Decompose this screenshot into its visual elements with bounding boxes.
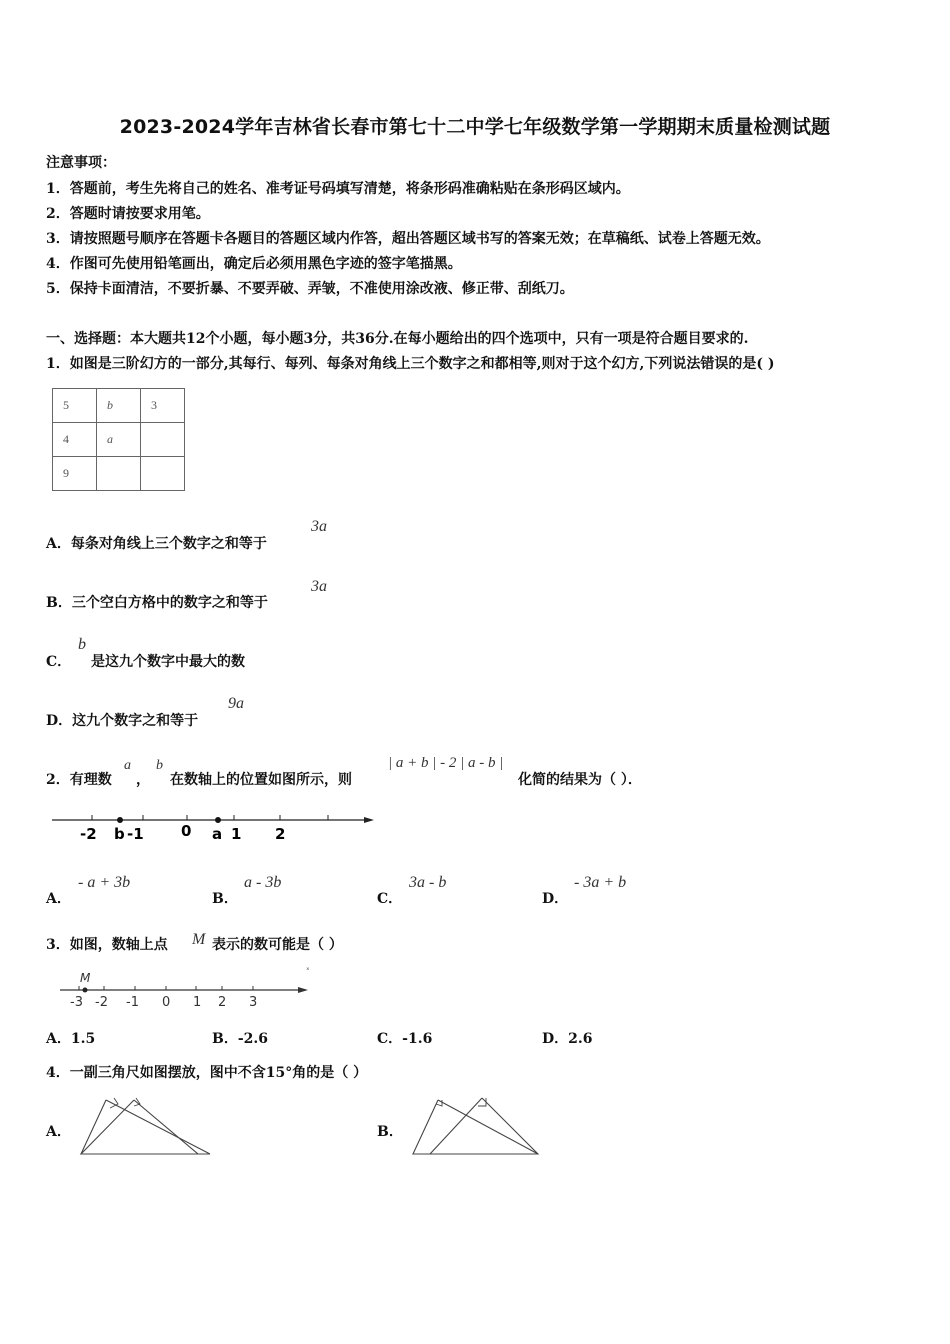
point-b: [117, 817, 123, 823]
q3-option-d: D．2.6: [542, 1031, 593, 1047]
q2-option-b: B．: [212, 891, 238, 907]
question-4-stem: 4．一副三角尺如图摆放，图中不含15°角的是（ ）: [46, 1065, 368, 1081]
point-label-a: a: [212, 825, 223, 843]
abs-expression: | a + b | - 2 | a - b |: [388, 755, 504, 771]
option-c: 是这九个数字中最大的数: [91, 654, 245, 670]
section-heading: 一、选择题：本大题共12个小题，每小题3分，共36分.在每小题给出的四个选项中，只有一项是符合题目要求的.: [46, 331, 749, 347]
tick-label: 0: [162, 995, 171, 1010]
triangle-figure-b: [408, 1094, 548, 1160]
tick-label: 2: [218, 995, 227, 1010]
tick-label: 0: [181, 822, 192, 840]
grid-cell: a: [97, 423, 141, 457]
q2-option-a-math: - a + 3b: [78, 874, 131, 891]
notice-item: 5．保持卡面清洁，不要折暴、不要弄破、弄皱，不准使用涂改液、修正带、刮纸刀。: [46, 281, 574, 297]
grid-cell: b: [97, 389, 141, 423]
axis-arrow: [298, 987, 308, 993]
tick-label: -1: [126, 995, 139, 1010]
tick-label: -1: [127, 825, 144, 843]
tick-label: 1: [193, 995, 202, 1010]
tick-label: 3: [249, 995, 258, 1010]
tick-label: 1: [231, 825, 242, 843]
question-3-stem-end: 表示的数可能是（ ）: [212, 937, 343, 953]
question-3-stem: 3．如图，数轴上点: [46, 937, 168, 953]
point-a: [215, 817, 221, 823]
question-2-stem-end: 化简的结果为（ ）．: [518, 772, 642, 788]
grid-cell: 9: [53, 457, 97, 491]
q3-option-a: A．1.5: [46, 1031, 96, 1047]
option-b: B．三个空白方格中的数字之和等于: [46, 595, 268, 611]
notice-heading: 注意事项：: [46, 155, 116, 171]
number-line-q3: [56, 962, 321, 1012]
option-b-math: 3a: [311, 578, 327, 595]
q2-option-d: D．: [542, 891, 569, 907]
q2-option-c-math: 3a - b: [409, 874, 447, 891]
var-b: b: [156, 758, 163, 773]
option-c-prefix: C．: [46, 654, 72, 670]
notice-item: 2．答题时请按要求用笔。: [46, 206, 210, 222]
magic-square: [52, 388, 185, 491]
grid-cell: [97, 457, 141, 491]
option-d: D．这九个数字之和等于: [46, 713, 199, 729]
var-a: a: [124, 758, 131, 773]
q4-option-b: B．: [377, 1124, 403, 1140]
grid-cell: 3: [141, 389, 185, 423]
tick-label: 2: [275, 825, 286, 843]
grid-cell: 4: [53, 423, 97, 457]
question-2-stem: 2．有理数: [46, 772, 112, 788]
option-a: A．每条对角线上三个数字之和等于: [46, 536, 267, 552]
var-m: M: [192, 931, 206, 948]
page-title: 2023-2024学年吉林省长春市第七十二中学七年级数学第一学期期末质量检测试题: [119, 116, 831, 138]
number-line-q2: [48, 808, 383, 846]
question-1-stem: 1．如图是三阶幻方的一部分,其每行、每列、每条对角线上三个数字之和都相等,则对于这个幻方,下列说法错误的是( ): [46, 356, 775, 372]
grid-cell: [141, 457, 185, 491]
q2-option-d-math: - 3a + b: [574, 874, 627, 891]
option-a-math: 3a: [311, 518, 327, 535]
grid-cell: 5: [53, 389, 97, 423]
option-d-math: 9a: [228, 695, 244, 712]
q3-option-b: B．-2.6: [212, 1031, 268, 1047]
point-m: [83, 988, 88, 993]
axis-arrow: [364, 817, 374, 823]
notice-item: 3．请按照题号顺序在答题卡各题目的答题区域内作答，超出答题区域书写的答案无效；在草稿纸、试卷上答题无效。: [46, 231, 770, 247]
notice-item: 4．作图可先使用铅笔画出，确定后必须用黑色字迹的签字笔描黑。: [46, 256, 462, 272]
comma: ，: [136, 772, 150, 788]
q2-option-b-math: a - 3b: [244, 874, 282, 891]
point-label-m: M: [80, 971, 91, 985]
grid-cell: [141, 423, 185, 457]
q2-option-c: C．: [377, 891, 403, 907]
triangle-figure-a: [76, 1094, 216, 1160]
notice-item: 1．答题前，考生先将自己的姓名、准考证号码填写清楚，将条形码准确粘贴在条形码区域内。: [46, 181, 630, 197]
svg-text:ₓ: ₓ: [306, 963, 310, 972]
tick-label: -3: [70, 995, 83, 1010]
q3-option-c: C．-1.6: [377, 1031, 433, 1047]
tick-label: -2: [80, 825, 97, 843]
option-c-math: b: [78, 636, 86, 653]
point-label-b: b: [114, 825, 125, 843]
q4-option-a: A．: [46, 1124, 71, 1140]
question-2-stem-mid: 在数轴上的位置如图所示，则: [170, 772, 352, 788]
q2-option-a: A．: [46, 891, 71, 907]
tick-label: -2: [95, 995, 108, 1010]
